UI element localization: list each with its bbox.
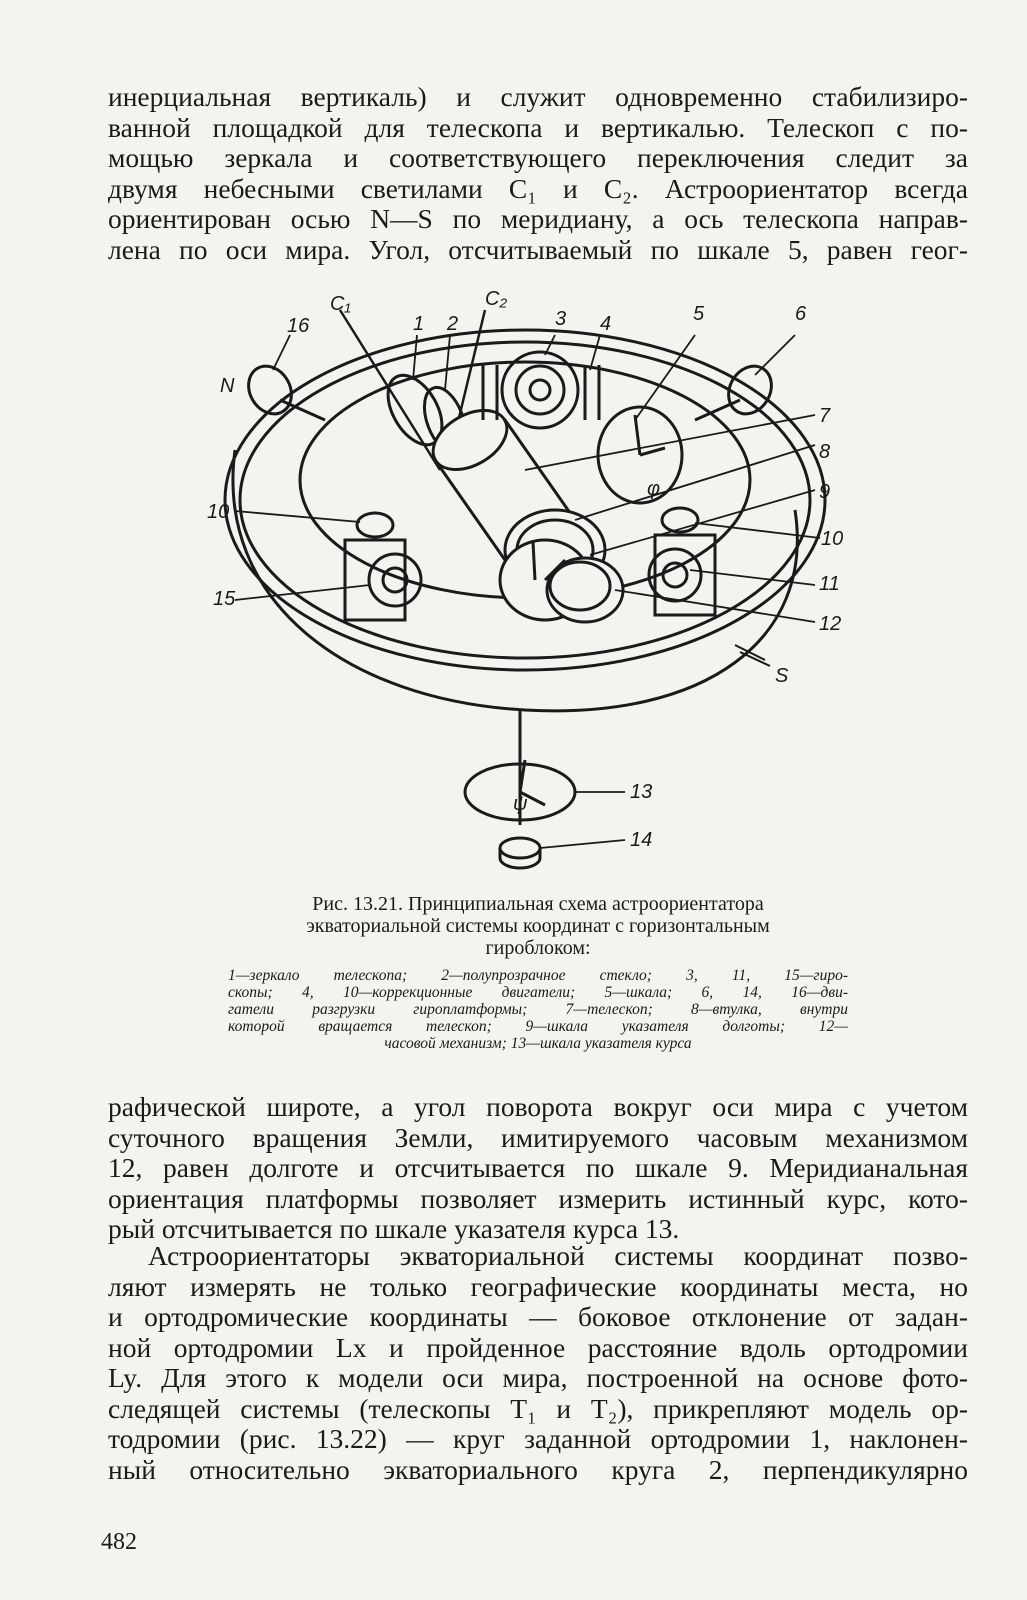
label-6: 6 [795,303,807,325]
label-10-right: 10 [821,528,844,550]
motor-10-left [357,513,393,537]
text-line: Астроориентаторы экваториальной системы координат позво- [148,1240,968,1271]
text-line: рый отсчитывается по шкале указателя курса 13. [108,1213,680,1244]
legend-line: которой вращается телескоп; 9—шкала указателя долготы; 12— [228,1018,848,1035]
figure-caption [228,893,848,959]
text-line: инерциальная вертикаль) и служит одновременно стабилизиро- [108,81,968,112]
text-line: лена по оси мира. Угол, отсчитываемый по шкале 5, равен геог- [108,233,968,265]
caption-line: гироблоком: [485,937,591,959]
text-line: тодромии (рис. 13.22) — круг заданной ортодромии 1, наклонен- [108,1423,968,1454]
label-16: 16 [287,315,310,337]
legend-line: гатели разгрузки гироплатформы; 7—телескоп; 8—втулка, внутри [228,1001,848,1018]
paragraph-middle [108,1092,968,1245]
motor-14 [500,838,540,868]
text-line: ориентирован осью N—S по меридиану, а ось телескопа направ- [108,203,968,234]
text-line: ляют измерять не только географические координаты места, но [108,1270,968,1302]
astro-orientator-diagram [195,280,855,880]
latitude-scale-5 [598,407,682,503]
label-13: 13 [630,781,653,803]
page-number: 482 [101,1529,137,1555]
motor-16 [240,358,325,421]
label-n: N [220,375,235,397]
label-2: 2 [447,313,459,335]
label-8: 8 [819,441,831,463]
paragraph-top [108,82,968,265]
caption-line: Рис. 13.21. Принципиальная схема астроориентатора [312,893,764,915]
legend-line: часовой механизм; 13—шкала указателя курса [384,1035,692,1052]
label-4: 4 [600,313,612,335]
text-line: и ортодромические координаты — боковое отклонение от задан- [108,1301,968,1332]
text-line: ориентация платформы позволяет измерить истинный курс, кото- [108,1182,968,1214]
label-5: 5 [693,303,705,325]
label-s: S [775,665,789,687]
text-line: мощью зеркала и соответствующего переключения следит за [108,142,968,173]
text-line: следящей системы (телескопы T₁ и T₂), прикрепляют модель ор- [108,1392,968,1424]
text-line: суточного вращения Земли, имитируемого часовым механизмом [108,1121,968,1153]
caption-line: экваториальной системы координат с горизонтальным [306,915,770,937]
label-7: 7 [819,405,831,427]
label-3: 3 [555,308,567,330]
label-15: 15 [213,588,236,610]
text-line: Ly. Для этого к модели оси мира, построенной на основе фото- [108,1362,968,1393]
paragraph-bottom [108,1241,968,1485]
text-line: ванной площадкой для телескопа и вертикалью. Телескоп с по- [108,111,968,143]
text-line: ный относительно экваториального круга 2, перпендикулярно [108,1453,968,1485]
clock-mechanism-12 [547,558,623,622]
label-9: 9 [819,481,831,503]
label-10-left: 10 [207,501,230,523]
label-psi: ψ [513,793,528,815]
text-line: рафической широте, а угол поворота вокруг оси мира с учетом [108,1091,968,1122]
legend-line: 1—зеркало телескопа; 2—полупрозрачное стекло; 3, 11, 15—гиро- [228,967,848,984]
text-line: двумя небесными светилами C₁ и C₂. Астроориентатор всегда [108,172,968,204]
legend-line: скопы; 4, 10—коррекционные двигатели; 5—шкала; 6, 14, 16—дви- [228,984,848,1001]
label-phi: φ [647,478,661,500]
figure-legend [228,967,848,1052]
text-line: 12, равен долготе и отсчитывается по шкале 9. Меридианальная [108,1152,968,1183]
label-14: 14 [630,829,653,851]
label-12: 12 [819,613,842,635]
label-c2: C₂ [485,288,508,310]
label-11: 11 [819,573,840,595]
label-1: 1 [413,313,425,335]
label-c1: C₁ [330,293,351,315]
text-line: ной ортодромии Lx и пройденное расстояние вдоль ортодромии [108,1331,968,1363]
